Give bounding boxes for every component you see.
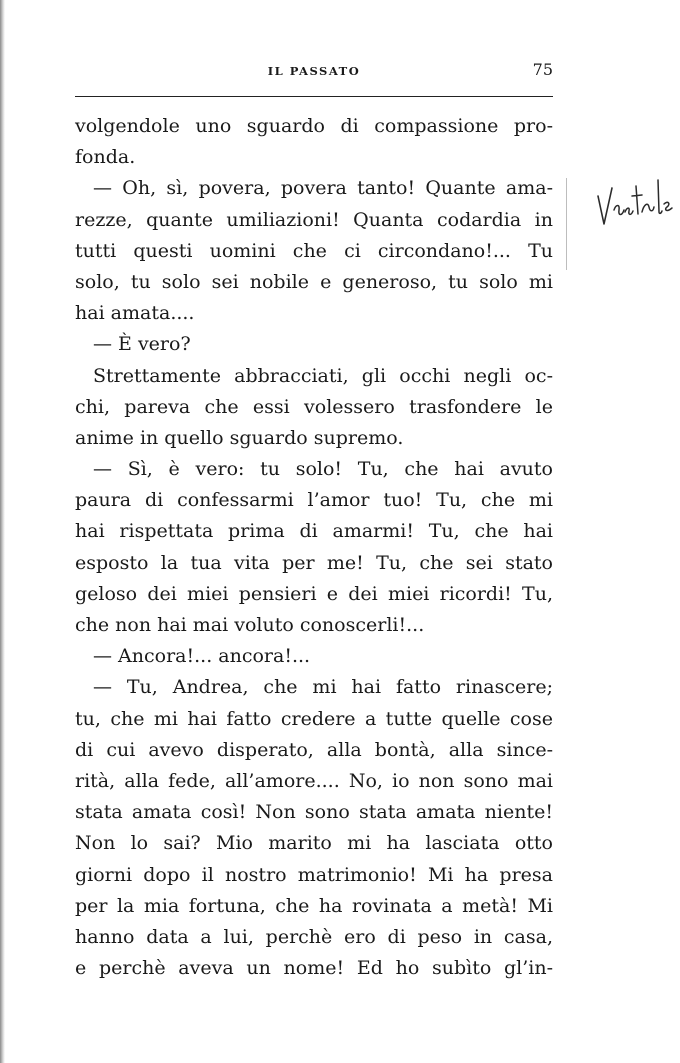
text-line: — Tu, Andrea, che mi hai fatto rinascere; bbox=[93, 676, 553, 699]
text-line: hai amata.... bbox=[75, 302, 195, 325]
text-line: esposto la tua vita per me! Tu, che sei stato bbox=[75, 551, 553, 574]
body-text bbox=[75, 111, 553, 984]
page-left-edge bbox=[0, 0, 5, 1063]
page-number: 75 bbox=[532, 60, 553, 79]
text-line: tutti questi uomini che ci circondano!... Tu bbox=[75, 239, 553, 262]
text-line: che non hai mai voluto conoscerli!... bbox=[75, 614, 425, 636]
text-line: paura di confessarmi l’amor tuo! Tu, che mi bbox=[75, 489, 553, 512]
handwritten-note-drawing bbox=[592, 174, 678, 234]
text-line: giorni dopo il nostro matrimonio! Mi ha presa bbox=[75, 863, 553, 886]
text-line: rità, alla fede, all’amore.... No, io non sono mai bbox=[75, 769, 553, 792]
running-header bbox=[75, 56, 553, 97]
handwritten-margin-note bbox=[592, 174, 678, 234]
margin-pencil-line bbox=[566, 178, 567, 270]
text-line: hai rispettata prima di amarmi! Tu, che hai bbox=[75, 520, 553, 543]
text-line: volgendole uno sguardo di compassione pro- bbox=[75, 115, 553, 137]
text-line: — Sì, è vero: tu solo! Tu, che hai avuto bbox=[93, 458, 553, 481]
text-line: anime in quello sguardo supremo. bbox=[75, 426, 404, 449]
text-line: — È vero? bbox=[93, 333, 191, 356]
text-line: fonda. bbox=[75, 146, 136, 169]
text-line: geloso dei miei pensieri e dei miei ricordi! Tu, bbox=[75, 582, 553, 605]
text-line: e perchè aveva un nome! Ed ho subìto gl’in- bbox=[75, 957, 553, 980]
text-line: Non lo sai? Mio marito mi ha lasciata otto bbox=[75, 832, 553, 855]
running-title: IL PASSATO bbox=[267, 64, 361, 78]
text-line: rezze, quante umiliazioni! Quanta codardia in bbox=[75, 208, 553, 231]
text-line: chi, pareva che essi volessero trasfondere le bbox=[75, 395, 553, 418]
text-line: — Oh, sì, povera, povera tanto! Quante ama- bbox=[93, 177, 553, 200]
text-line: — Ancora!... ancora!... bbox=[93, 645, 311, 668]
text-line: solo, tu solo sei nobile e generoso, tu solo mi bbox=[75, 270, 553, 293]
text-line: tu, che mi hai fatto credere a tutte quelle cose bbox=[75, 707, 553, 730]
text-line: di cui avevo disperato, alla bontà, alla since- bbox=[75, 738, 553, 761]
text-line: per la mia fortuna, che ha rovinata a metà! Mi bbox=[75, 894, 553, 917]
text-line: hanno data a lui, perchè ero di peso in casa, bbox=[75, 925, 553, 948]
text-line: Strettamente abbracciati, gli occhi negli oc- bbox=[93, 364, 553, 387]
text-line: stata amata così! Non sono stata amata niente! bbox=[75, 801, 553, 824]
